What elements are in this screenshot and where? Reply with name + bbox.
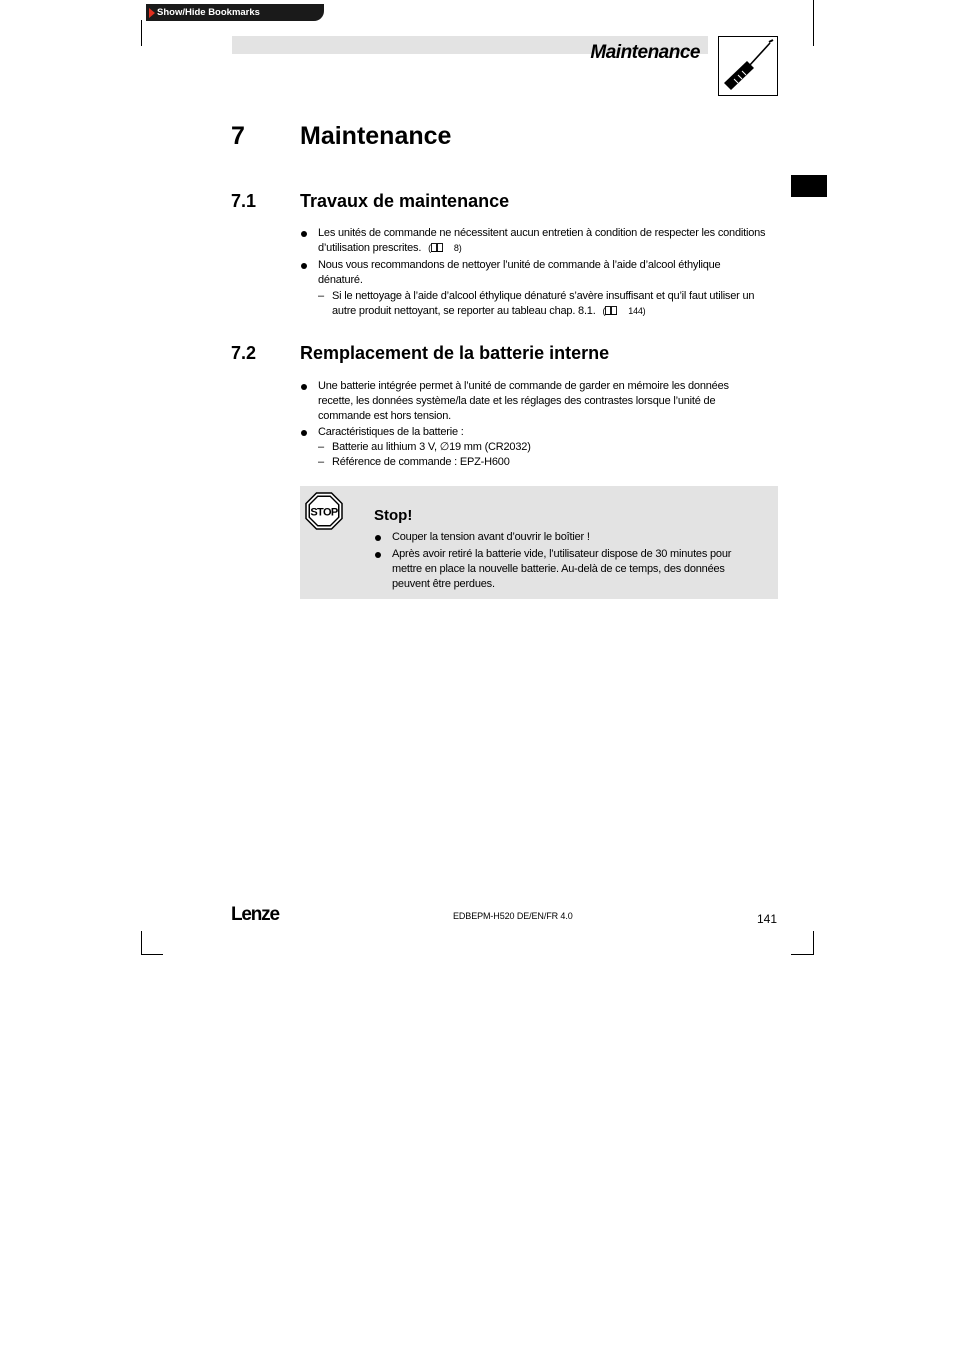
show-hide-bookmarks-button[interactable] [146, 4, 324, 21]
header-title: Maintenance [590, 42, 700, 63]
list-item: Après avoir retiré la batterie vide, l’utilisateur dispose de 30 minutes pour mettre en place la nouvelle batterie. Au-delà de ce temps, des données peuvent être perdues. [374, 547, 769, 592]
section-title: Remplacement de la batterie interne [300, 343, 610, 363]
chapter-tab-marker [791, 175, 827, 197]
bullet-icon [301, 384, 307, 390]
chapter-title: Maintenance [300, 122, 452, 150]
page-reference[interactable]: ( 144) [602, 306, 646, 316]
crop-mark [813, 931, 814, 955]
list-item: Une batterie intégrée permet à l’unité de commande de garder en mémoire les données recette, les données système/la date et les réglages des contrastes lorsque l’unité de commande est hors tension. [300, 379, 790, 424]
triangle-right-icon [149, 8, 155, 18]
section-body [300, 379, 790, 470]
lenze-logo [231, 902, 287, 929]
bullet-icon [301, 430, 307, 436]
list-item: Couper la tension avant d’ouvrir le boîtier ! [374, 530, 769, 545]
svg-text:Lenze: Lenze [231, 904, 279, 924]
warning-body [374, 530, 769, 592]
header-icon-box [718, 36, 778, 96]
bullet-icon [301, 263, 307, 269]
section-number: 7.1 [231, 191, 257, 211]
crop-mark [791, 954, 814, 955]
page-number: 141 [757, 912, 778, 926]
section-body [300, 226, 790, 319]
page-reference[interactable]: ( 8) [428, 243, 462, 253]
bookmarks-button-label: Show/Hide Bookmarks [157, 7, 260, 18]
list-item: – Batterie au lithium 3 V, ∅19 mm (CR2032) [318, 441, 531, 453]
section-number: 7.2 [231, 343, 257, 363]
screwdriver-icon [719, 37, 777, 95]
list-item: Nous vous recommandons de nettoyer l’unité de commande à l’aide d’alcool éthylique dénaturé. – Si le nettoyage à l’aide d’alcool éthylique dénaturé s’avère insuffisant et qu’il faut utiliser un autre produit nettoyant, se reporter au tableau chap. 8.1. ( 144) [300, 258, 790, 319]
svg-text:STOP: STOP [310, 506, 338, 519]
crop-mark [141, 954, 163, 955]
stop-sign-icon [305, 492, 343, 535]
section-title: Travaux de maintenance [300, 191, 510, 211]
warning-title: Stop! [374, 507, 413, 524]
crop-mark [141, 931, 142, 955]
bullet-icon [301, 231, 307, 237]
bullet-icon [375, 552, 381, 558]
list-item: Les unités de commande ne nécessitent aucun entretien à condition de respecter les conditions d’utilisation prescrites. ( 8) [300, 226, 790, 256]
crop-mark [813, 0, 814, 46]
list-item: – Si le nettoyage à l’aide d’alcool éthylique dénaturé s’avère insuffisant et qu’il faut utiliser un autre produit nettoyant, se reporter au tableau chap. 8.1. ( 144) [318, 290, 755, 317]
bullet-icon [375, 535, 381, 541]
document-id: EDBEPM-H520 DE/EN/FR 4.0 [453, 911, 573, 921]
book-icon [431, 243, 443, 252]
crop-mark [141, 20, 142, 46]
chapter-number: 7 [231, 122, 245, 150]
list-item: – Référence de commande : EPZ-H600 [318, 456, 510, 468]
list-item: Caractéristiques de la batterie : – Batterie au lithium 3 V, ∅19 mm (CR2032) – Référence de commande : EPZ-H600 [300, 425, 790, 470]
book-icon [605, 306, 617, 315]
